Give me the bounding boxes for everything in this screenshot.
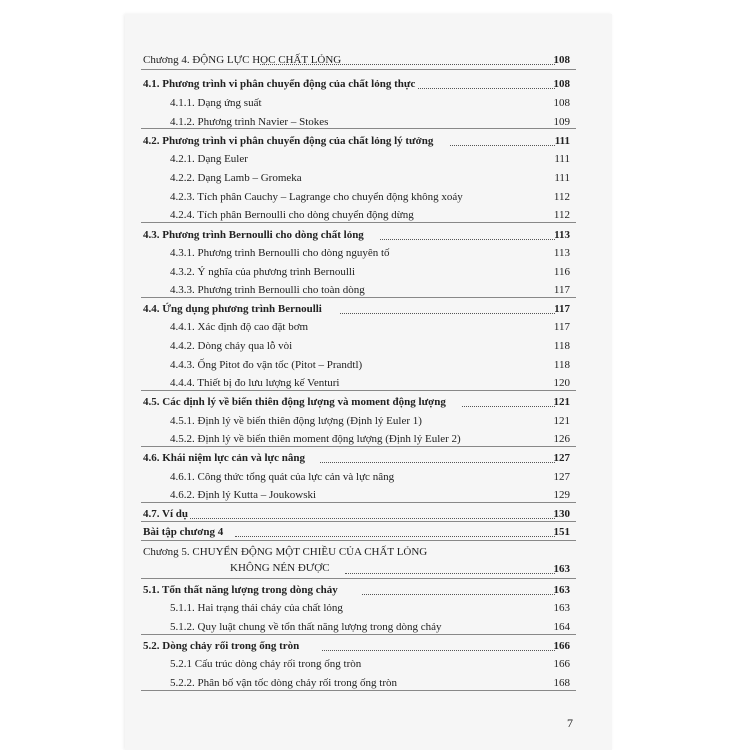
toc-entry-chapter-4[interactable] (0, 50, 750, 70)
toc-entry-page: 130 (553, 508, 570, 520)
toc-entry-4-4[interactable] (0, 299, 750, 319)
toc-entry-4-2-1[interactable] (0, 149, 750, 169)
toc-entry-page: 111 (554, 172, 570, 184)
toc-entry-page: 121 (553, 415, 570, 427)
toc-entry-label: 5.1. Tổn thất năng lượng trong dòng chảy (143, 584, 338, 596)
toc-entry-4-4-1[interactable] (0, 317, 750, 337)
toc-entry-page: 163 (553, 563, 570, 575)
leader-dots (450, 143, 555, 146)
toc-entry-label: 4.5. Các định lý về biến thiên động lượng và moment động lượng (143, 396, 446, 408)
toc-entry-label: 4.2.3. Tích phân Cauchy – Lagrange cho chuyển động không xoáy (170, 191, 463, 203)
toc-entry-label: 4.4.2. Dòng chảy qua lỗ vòi (170, 340, 293, 352)
divider (141, 578, 576, 579)
toc-entry-page: 109 (553, 116, 570, 128)
leader-dots (260, 62, 555, 65)
toc-entry-page: 108 (553, 78, 570, 90)
divider (141, 390, 576, 391)
toc-entry-page: 113 (553, 247, 570, 259)
toc-entry-4-1-2[interactable] (0, 112, 750, 132)
divider (141, 634, 576, 635)
toc-entry-label-line2: KHÔNG NÉN ĐƯỢC (230, 562, 330, 574)
toc-entry-4-3-1[interactable] (0, 243, 750, 263)
toc-entry-label: 5.2.2. Phân bố vận tốc dòng chảy rối trong ống tròn (170, 677, 397, 689)
leader-dots (462, 404, 555, 407)
toc-entry-label: 4.2.1. Dạng Euler (170, 153, 248, 165)
divider (141, 502, 576, 503)
leader-dots (235, 534, 555, 537)
toc-entry-exercises-4[interactable] (0, 522, 750, 542)
leader-dots (322, 648, 555, 651)
toc-entry-label: 4.1.2. Phương trình Navier – Stokes (170, 116, 329, 128)
toc-entry-label: 5.1.1. Hai trạng thái chảy của chất lỏng (170, 602, 343, 614)
leader-dots (320, 460, 555, 463)
toc-entry-label: 4.3.1. Phương trình Bernoulli cho dòng nguyên tố (170, 247, 390, 259)
toc-entry-5-1-1[interactable] (0, 598, 750, 618)
toc-entry-page: 129 (553, 489, 570, 501)
toc-entry-label: 5.1.2. Quy luật chung về tổn thất năng lượng trong dòng chảy (170, 621, 442, 633)
page-number: 7 (567, 716, 573, 730)
toc-entry-page: 118 (553, 340, 570, 352)
toc-entry-page: 127 (553, 452, 570, 464)
toc-entry-label: 4.7. Ví dụ (143, 508, 189, 520)
divider (141, 128, 576, 129)
toc-entry-label: 4.4.3. Ống Pitot đo vận tốc (Pitot – Prandtl) (170, 359, 363, 371)
toc-entry-page: 151 (553, 526, 570, 538)
toc-entry-5-1[interactable] (0, 580, 750, 600)
toc-entry-label: 4.5.2. Định lý về biến thiên moment động lượng (Định lý Euler 2) (170, 433, 461, 445)
toc-entry-page: 166 (553, 640, 570, 652)
toc-entry-4-2[interactable] (0, 131, 750, 151)
toc-entry-4-2-3[interactable] (0, 187, 750, 207)
divider (141, 446, 576, 447)
toc-entry-4-3-2[interactable] (0, 262, 750, 282)
toc-entry-page: 127 (553, 471, 570, 483)
toc-entry-chapter-5[interactable] (0, 541, 750, 577)
toc-entry-4-6[interactable] (0, 448, 750, 468)
divider (141, 297, 576, 298)
toc-entry-page: 108 (553, 97, 570, 109)
divider (141, 69, 576, 70)
toc-entry-4-6-1[interactable] (0, 467, 750, 487)
toc-entry-4-5[interactable] (0, 392, 750, 412)
toc-entry-page: 163 (553, 602, 570, 614)
toc-entry-label: 4.6.1. Công thức tổng quát của lực cản và lực nâng (170, 471, 395, 483)
toc-entry-page: 118 (553, 359, 570, 371)
toc-entry-label: 5.2. Dòng chảy rối trong ống tròn (143, 640, 300, 652)
toc-entry-4-1[interactable] (0, 74, 750, 94)
toc-entry-label: 4.1. Phương trình vi phân chuyển động của chất lỏng thực (143, 78, 416, 90)
toc-entry-label: 4.2. Phương trình vi phân chuyển động của chất lỏng lý tưởng (143, 135, 434, 147)
toc-entry-page: 164 (553, 621, 570, 633)
toc-entry-page: 117 (553, 284, 570, 296)
leader-dots (380, 237, 555, 240)
leader-dots (345, 571, 555, 574)
toc-entry-label: 4.4. Ứng dụng phương trình Bernoulli (143, 303, 322, 315)
toc-entry-page: 113 (554, 229, 570, 241)
toc-entry-page: 108 (553, 54, 570, 66)
toc-entry-4-3[interactable] (0, 225, 750, 245)
toc-entry-page: 117 (553, 321, 570, 333)
toc-entry-label: 4.5.1. Định lý về biến thiên động lượng (Định lý Euler 1) (170, 415, 422, 427)
toc-entry-page: 120 (553, 377, 570, 389)
toc-entry-label: 5.2.1 Cấu trúc dòng chảy rối trong ống tròn (170, 658, 362, 670)
toc-entry-label: 4.6.2. Định lý Kutta – Joukowski (170, 489, 317, 501)
toc-entry-5-2-1[interactable] (0, 654, 750, 674)
toc-entry-label: Chương 4. ĐỘNG LỰC HỌC CHẤT LỎNG (143, 54, 342, 66)
toc-entry-page: 168 (553, 677, 570, 689)
toc-entry-label: Chương 5. CHUYỂN ĐỘNG MỘT CHIỀU CỦA CHẤT LỎNG (143, 546, 428, 558)
toc-entry-page: 117 (554, 303, 570, 315)
toc-entry-page: 111 (554, 153, 570, 165)
divider (141, 222, 576, 223)
leader-dots (190, 516, 555, 519)
toc-entry-label: 4.1.1. Dạng ứng suất (170, 97, 262, 109)
toc-entry-label: 4.3. Phương trình Bernoulli cho dòng chất lỏng (143, 229, 364, 241)
toc-entry-5-2[interactable] (0, 636, 750, 656)
toc-entry-label: 4.2.2. Dạng Lamb – Gromeka (170, 172, 302, 184)
toc-entry-page: 112 (553, 191, 570, 203)
toc-entry-page: 111 (554, 135, 570, 147)
toc-entry-page: 166 (553, 658, 570, 670)
leader-dots (362, 592, 555, 595)
leader-dots (340, 311, 555, 314)
divider (141, 690, 576, 691)
toc-entry-page: 126 (553, 433, 570, 445)
toc-entry-label: Bài tập chương 4 (143, 526, 224, 538)
toc-entry-label: 4.2.4. Tích phân Bernoulli cho dòng chuyển động dừng (170, 209, 414, 221)
toc-entry-4-2-2[interactable] (0, 168, 750, 188)
toc-entry-page: 163 (553, 584, 570, 596)
toc-entry-4-1-1[interactable] (0, 93, 750, 113)
toc-entry-page: 116 (553, 266, 570, 278)
toc-entry-4-5-1[interactable] (0, 411, 750, 431)
leader-dots (418, 86, 555, 89)
toc-entry-label: 4.3.3. Phương trình Bernoulli cho toàn dòng (170, 284, 365, 296)
toc-entry-label: 4.3.2. Ý nghĩa của phương trình Bernoulli (170, 266, 356, 278)
toc-entry-4-4-2[interactable] (0, 336, 750, 356)
toc-entry-4-4-3[interactable] (0, 355, 750, 375)
toc-entry-label: 4.4.1. Xác định độ cao đặt bơm (170, 321, 309, 333)
toc-entry-page: 121 (553, 396, 570, 408)
toc-entry-label: 4.4.4. Thiết bị đo lưu lượng kế Venturi (170, 377, 340, 389)
toc-entry-page: 112 (553, 209, 570, 221)
toc-entry-label: 4.6. Khái niệm lực cản và lực nâng (143, 452, 306, 464)
